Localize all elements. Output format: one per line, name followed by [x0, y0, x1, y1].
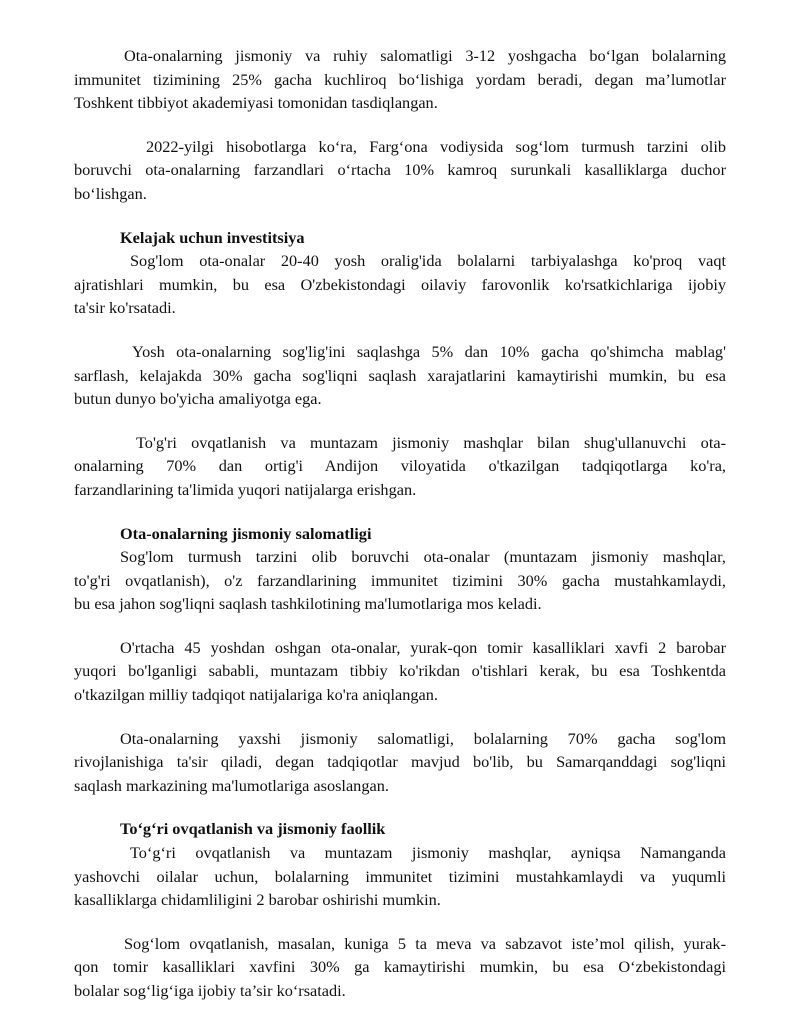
text-line: sarflash, kelajakda 30% gacha sog'liqni saqlash xarajatlarini kamaytirishi mumkin, bu esa [74, 365, 726, 385]
text-line: farzandlarining ta'limida yuqori natijalarga erishgan. [74, 479, 417, 499]
text-line: boruvchi ota-onalarning farzandlari o‘rtacha 10% kamroq surunkali kasalliklarga duchor [74, 160, 726, 180]
text-line: bolalar sog‘lig‘iga ijobiy ta’sir ko‘rsatadi. [74, 981, 346, 1000]
text-line: Sog'lom turmush tarzini olib boruvchi ota-onalar (muntazam jismoniy mashqlar, [120, 547, 726, 567]
section1-paragraph-3 [74, 431, 726, 502]
section2-paragraph-1 [74, 545, 726, 616]
text-line: Ota-onalarning yaxshi jismoniy salomatligi, bolalarning 70% gacha sog'lom [120, 728, 726, 748]
intro-paragraph-1 [74, 44, 726, 115]
text-line: Sog‘lom ovqatlanish, masalan, kuniga 5 ta meva va sabzavot iste’mol qilish, yurak- [124, 933, 726, 953]
section2-paragraph-2 [74, 636, 726, 707]
text-line: yuqori bo'lganligi sababli, muntazam tibbiy ko'rikdan o'tishlari kerak, bu esa Toshkentda [74, 661, 726, 681]
section2-paragraph-3 [74, 727, 726, 798]
text-line: To‘g‘ri ovqatlanish va muntazam jismoniy mashqlar, ayniqsa Namanganda [130, 843, 726, 863]
section3-paragraph-2 [74, 932, 726, 1003]
text-line: kasalliklarga chidamliligini 2 barobar oshirishi mumkin. [74, 890, 441, 910]
text-line: o'tkazilgan milliy tadqiqot natijalariga ko'ra aniqlangan. [74, 685, 438, 705]
text-line: butun dunyo bo'yicha amaliyotga ega. [74, 389, 322, 409]
text-line: bo‘lishgan. [74, 183, 147, 203]
text-line: ta'sir ko'rsatadi. [74, 298, 176, 318]
text-line: O'rtacha 45 yoshdan oshgan ota-onalar, yurak-qon tomir kasalliklari xavfi 2 barobar [120, 637, 726, 657]
section-heading-nutrition: To‘g‘ri ovqatlanish va jismoniy faollik [120, 819, 386, 839]
text-line: 2022-yilgi hisobotlarga ko‘ra, Farg‘ona vodiysida sog‘lom turmush tarzini olib [146, 136, 726, 156]
text-line: to'g'ri ovqatlanish), o'z farzandlarining immunitet tizimini 30% gacha mustahkamlaydi, [74, 570, 726, 590]
text-line: rivojlanishiga ta'sir qiladi, degan tadqiqotlar mavjud bo'lib, bu Samarqanddagi sog'liqni [74, 752, 726, 772]
section1-paragraph-2 [74, 340, 726, 411]
text-line: Toshkent tibbiyot akademiyasi tomonidan tasdiqlangan. [74, 93, 438, 113]
text-line: ajratishlari mumkin, bu esa O'zbekistondagi oilaviy farovonlik ko'rsatkichlariga ijobiy [74, 274, 726, 294]
text-line: immunitet tizimining 25% gacha kuchliroq bo‘lishiga yordam beradi, degan ma’lumotlar [74, 69, 726, 89]
section-heading-investment: Kelajak uchun investitsiya [120, 227, 305, 247]
text-line: Ota-onalarning jismoniy va ruhiy salomatligi 3-12 yoshgacha bo‘lgan bolalarning [124, 46, 726, 65]
text-line: Sog'lom ota-onalar 20-40 yosh oralig'ida bolalarni tarbiyalashga ko'proq vaqt [130, 251, 726, 271]
section1-paragraph-1 [74, 249, 726, 320]
text-line: bu esa jahon sog'liqni saqlash tashkilotining ma'lumotlariga mos keladi. [74, 594, 542, 614]
text-line: qon tomir kasalliklari xavfini 30% ga kamaytirishi mumkin, bu esa O‘zbekistondagi [74, 957, 726, 977]
text-line: yashovchi oilalar uchun, bolalarning immunitet tizimini mustahkamlaydi va yuqumli [74, 866, 726, 886]
section3-paragraph-1 [74, 841, 726, 912]
text-line: onalarning 70% dan ortig'i Andijon viloyatida o'tkazilgan tadqiqotlarga ko'ra, [74, 456, 726, 476]
intro-paragraph-2 [74, 135, 726, 206]
section-heading-physical-health: Ota-onalarning jismoniy salomatligi [120, 523, 372, 543]
text-line: saqlash markazining ma'lumotlariga asoslangan. [74, 775, 389, 795]
text-line: Yosh ota-onalarning sog'lig'ini saqlashga 5% dan 10% gacha qo'shimcha mablag' [132, 341, 726, 361]
text-line: To'g'ri ovqatlanish va muntazam jismoniy mashqlar bilan shug'ullanuvchi ota- [136, 432, 726, 452]
